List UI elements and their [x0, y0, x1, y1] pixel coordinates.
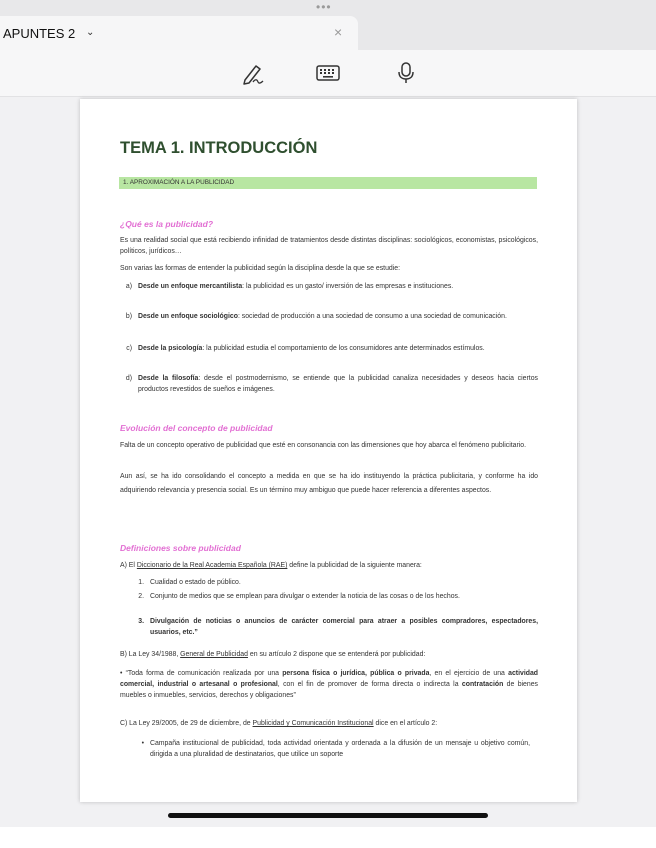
- list-item-bold: Desde un enfoque sociológico: [138, 313, 238, 320]
- quote-text: , con el fin de promover de forma directa o indirecta la: [277, 681, 462, 688]
- microphone-icon[interactable]: [393, 60, 419, 86]
- list-item-text: Divulgación de noticias o anuncios de carácter comercial para atraer a posibles compradores, espectadores, usuarios, etc.”: [150, 618, 538, 636]
- paragraph-a: [120, 560, 538, 571]
- ley-publicidad-link[interactable]: General de Publicidad: [180, 651, 248, 658]
- list-item-text: : sociedad de producción a una sociedad de consumo a una sociedad de comunicación.: [237, 313, 507, 320]
- list-item-text: Conjunto de medios que se emplean para divulgar o extender la noticia de las cosas o de los hechos.: [150, 593, 460, 600]
- document-tab[interactable]: [0, 16, 358, 50]
- list-marker: b): [125, 313, 132, 320]
- rae-link[interactable]: Diccionario de la Real Academia Española (RAE): [136, 562, 288, 569]
- tab-title[interactable]: APUNTES 2: [3, 26, 76, 41]
- list-item-bold: Desde la filosofía: [138, 375, 199, 382]
- paragraph-c-post: dice en el artículo 2:: [373, 720, 438, 727]
- list-item-text: : la publicidad estudia el comportamiento de los consumidores ante determinados estímulos.: [202, 345, 485, 352]
- list-item: [138, 591, 538, 602]
- paragraph-1: Es una realidad social que está recibiendo infinidad de tratamientos desde distintas disciplinas: sociológicos, economistas, psicológicos, políticos, jurídicos…: [120, 237, 538, 255]
- list-item: [125, 281, 538, 292]
- list-marker: 1.: [138, 579, 144, 586]
- list-item-text: Cualidad o estado de público.: [150, 579, 241, 586]
- list-item-bold: Desde la psicología: [138, 345, 203, 352]
- list-marker: a): [125, 283, 132, 290]
- paragraph-c: [120, 718, 538, 729]
- paragraph-2: Son varias las formas de entender la publicidad según la disciplina desde la que se estudie:: [120, 265, 401, 272]
- list-item: [141, 738, 530, 760]
- title-bar: [0, 0, 656, 50]
- paragraph-b-pre: B) La Ley 34/1988,: [120, 651, 181, 658]
- list-item-bold: Desde un enfoque mercantilista: [138, 283, 243, 290]
- paragraph-a-pre: A) El: [120, 562, 137, 569]
- quote-bold: actividad comercial, industrial o artesanal o profesional: [120, 670, 538, 688]
- bullet-marker: •: [141, 740, 144, 747]
- paragraph-3: Falta de un concepto operativo de publicidad que esté en consonancia con las dimensiones que hoy abarca el fenómeno publicitario.: [120, 442, 527, 449]
- list-item: [138, 616, 538, 638]
- page-title: TEMA 1. INTRODUCCIÓN: [120, 139, 318, 157]
- close-tab-button[interactable]: ×: [334, 24, 343, 40]
- quote-text: , en el ejercicio de una: [429, 670, 509, 677]
- list-item: [125, 311, 538, 322]
- section-heading: 1. APROXIMACIÓN A LA PUBLICIDAD: [119, 177, 537, 189]
- list-item: [125, 373, 538, 395]
- quote-text: • “Toda forma de comunicación realizada por una: [120, 670, 283, 677]
- paragraph-4: Aun así, se ha ido consolidando el concepto a medida en que se ha ido instituyendo la práctica publicitaria, y conforme ha ido adquiriendo relevancia y presencia social. Es un término muy ambiguo que puede hacer referencia a diferentes aspectos.: [120, 473, 538, 494]
- list-item-text: : desde el postmodernismo, se entiende que la publicidad canaliza necesidades y deseos hacia ciertos productos revestidos de sueños e imágenes.: [138, 375, 538, 393]
- paragraph-c-pre: C) La Ley 29/2005, de 29 de diciembre, de: [120, 720, 253, 727]
- list-item-text: : la publicidad es un gasto/ inversión de las empresas e instituciones.: [242, 283, 454, 290]
- heading-que-es: ¿Qué es la publicidad?: [120, 219, 214, 229]
- paragraph-b: [120, 649, 538, 660]
- quote-text: de bienes muebles o inmuebles, servicios, derechos y obligaciones”: [120, 681, 538, 699]
- pen-icon[interactable]: [241, 60, 267, 86]
- list-marker: 2.: [138, 593, 144, 600]
- list-item: [126, 343, 538, 354]
- list-marker: 3.: [138, 618, 144, 625]
- list-item-text: Campaña institucional de publicidad, toda actividad orientada y ordenada a la difusión de un mensaje u objetivo común, dirigida a una pluralidad de destinatarios, que utilice un soporte: [150, 740, 530, 758]
- list-marker: d): [125, 375, 132, 382]
- list-marker: c): [126, 345, 132, 352]
- home-indicator[interactable]: [168, 813, 488, 818]
- quote-bold: contratación: [461, 681, 504, 688]
- window-dots[interactable]: •••: [316, 0, 332, 14]
- list-item: [138, 577, 538, 588]
- toolbar: [0, 50, 656, 97]
- paragraph-a-post: define la publicidad de la siguiente manera:: [287, 562, 422, 569]
- legal-quote: [120, 668, 538, 701]
- heading-definiciones: Definiciones sobre publicidad: [120, 543, 241, 553]
- quote-bold: persona física o jurídica, pública o privada: [282, 670, 430, 677]
- chevron-down-icon[interactable]: ⌄: [86, 27, 95, 38]
- bottom-area: [0, 827, 656, 848]
- ley-institucional-link[interactable]: Publicidad y Comunicación Institucional: [252, 720, 374, 727]
- keyboard-icon[interactable]: [315, 60, 341, 86]
- heading-evolucion: Evolución del concepto de publicidad: [120, 423, 273, 433]
- document-page[interactable]: [80, 99, 577, 802]
- paragraph-b-post: en su artículo 2 dispone que se entenderá por publicidad:: [247, 651, 426, 658]
